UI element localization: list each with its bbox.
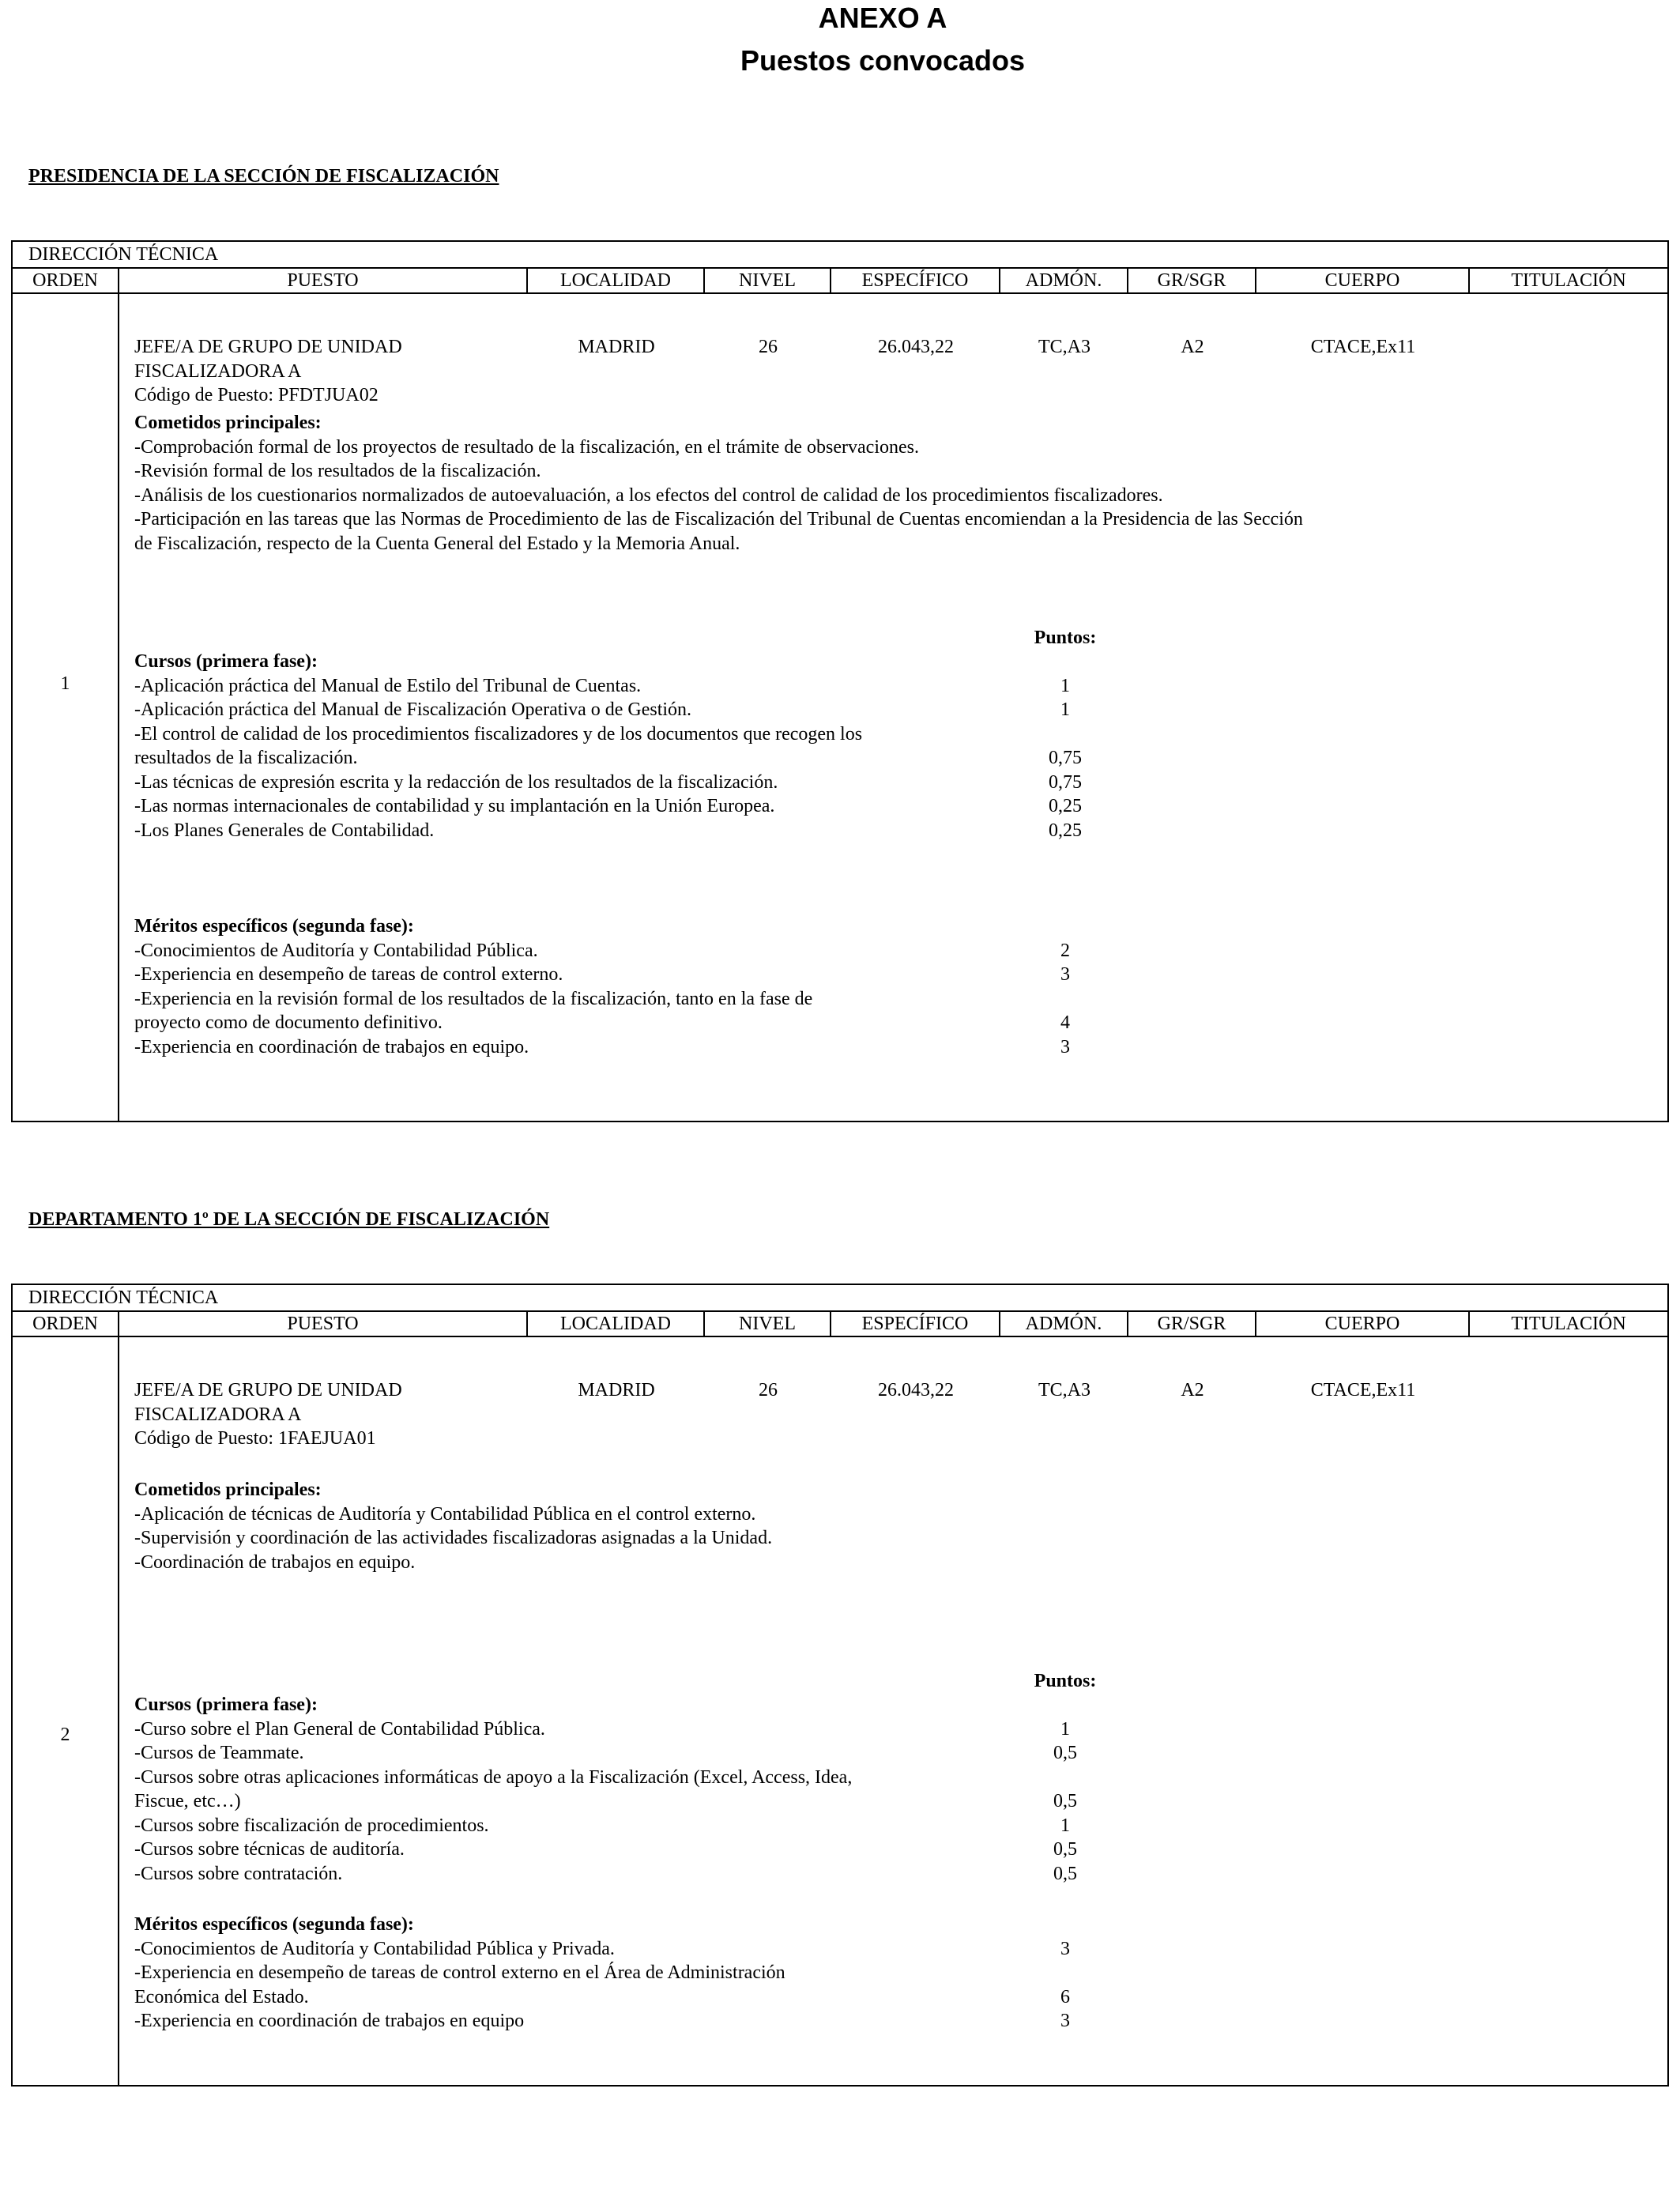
curso-points: 0,25 <box>1049 796 1082 816</box>
puesto-line1: JEFE/A DE GRUPO DE UNIDAD <box>134 1380 402 1400</box>
column-divider <box>118 294 119 1121</box>
codigo-puesto: Código de Puesto: 1FAEJUA01 <box>134 1428 376 1449</box>
curso-item: -Cursos sobre fiscalización de procedimientos. <box>134 1815 489 1836</box>
puesto-line2: FISCALIZADORA A <box>134 360 302 382</box>
table-row <box>13 1337 1667 2085</box>
page-title: ANEXO A <box>818 2 947 34</box>
cometidos-title: Cometidos principales: <box>134 1480 322 1500</box>
localidad-value: MADRID <box>578 1380 655 1400</box>
curso-item: -El control de calidad de los procedimientos fiscalizadores y de los documentos que recogen los <box>134 723 863 745</box>
table-header-row <box>13 1312 1667 1337</box>
header-grsgr: GR/SGR <box>1128 1312 1256 1336</box>
cuerpo-value: CTACE,Ex11 <box>1310 337 1416 357</box>
curso-points: 0,5 <box>1053 1743 1077 1763</box>
merito-points: 3 <box>1060 1036 1070 1057</box>
meritos-title: Méritos específicos (segunda fase): <box>134 916 414 937</box>
especifico-value: 26.043,22 <box>878 337 954 357</box>
header-admon: ADMÓN. <box>1000 269 1128 292</box>
grsgr-value: A2 <box>1181 337 1204 357</box>
cometido-item: -Análisis de los cuestionarios normalizados de autoevaluación, a los efectos del control de calidad de los procedimientos fiscalizadores. <box>134 484 1163 506</box>
cometido-item: -Participación en las tareas que las Normas de Procedimiento de las de Fiscalización del Tribunal de Cuentas encomiendan a la Presidencia de las Sección <box>134 509 1303 530</box>
header-puesto: PUESTO <box>119 269 528 292</box>
merito-points: 4 <box>1060 1012 1070 1033</box>
puesto-line1: JEFE/A DE GRUPO DE UNIDAD <box>134 337 402 357</box>
header-grsgr: GR/SGR <box>1128 269 1256 292</box>
curso-item: -Cursos sobre otras aplicaciones informáticas de apoyo a la Fiscalización (Excel, Access, Idea, <box>134 1766 853 1788</box>
header-titulacion: TITULACIÓN <box>1511 270 1626 291</box>
merito-points: 3 <box>1060 2011 1070 2031</box>
position-table <box>11 1284 1669 2087</box>
curso-item: -Cursos de Teammate. <box>134 1743 304 1763</box>
curso-item: Fiscue, etc…) <box>134 1791 241 1811</box>
position-table <box>11 240 1669 1122</box>
header-cuerpo: CUERPO <box>1256 1312 1470 1336</box>
meritos-title: Méritos específicos (segunda fase): <box>134 1914 414 1935</box>
merito-item: -Experiencia en la revisión formal de los resultados de la fiscalización, tanto en la fase de <box>134 988 813 1009</box>
puesto-line2: FISCALIZADORA A <box>134 1404 302 1425</box>
page-subtitle: Puestos convocados <box>740 44 1026 77</box>
header-especifico: ESPECÍFICO <box>831 1312 1000 1336</box>
section-heading: PRESIDENCIA DE LA SECCIÓN DE FISCALIZACIÓN <box>28 166 499 187</box>
cometido-item: -Comprobación formal de los proyectos de resultado de la fiscalización, en el trámite de observaciones. <box>134 436 919 458</box>
merito-item: -Conocimientos de Auditoría y Contabilidad Pública y Privada. <box>134 1938 615 1959</box>
merito-points: 6 <box>1060 1986 1070 2007</box>
merito-points: 2 <box>1060 940 1070 961</box>
merito-item: -Experiencia en coordinación de trabajos en equipo. <box>134 1036 529 1057</box>
header-cuerpo: CUERPO <box>1256 269 1470 292</box>
orden-value: 2 <box>60 1725 70 1745</box>
column-divider <box>118 1337 119 2085</box>
cursos-title: Cursos (primera fase): <box>134 651 318 672</box>
merito-item: -Experiencia en coordinación de trabajos en equipo <box>134 2011 525 2031</box>
header-especifico: ESPECÍFICO <box>831 269 1000 292</box>
merito-item: Económica del Estado. <box>134 1986 309 2007</box>
curso-points: 1 <box>1060 1815 1070 1836</box>
header-admon: ADMÓN. <box>1000 1312 1128 1336</box>
curso-points: 0,25 <box>1049 820 1082 841</box>
header-localidad: LOCALIDAD <box>528 269 705 292</box>
header-puesto: PUESTO <box>119 1312 528 1336</box>
grsgr-value: A2 <box>1181 1380 1204 1400</box>
nivel-value: 26 <box>759 1380 778 1400</box>
nivel-value: 26 <box>759 337 778 357</box>
merito-points: 3 <box>1060 1938 1070 1959</box>
direccion-label: DIRECCIÓN TÉCNICA <box>13 1285 1667 1312</box>
admon-value: TC,A3 <box>1038 337 1090 357</box>
especifico-value: 26.043,22 <box>878 1380 954 1400</box>
curso-points: 1 <box>1060 675 1070 696</box>
curso-points: 0,5 <box>1053 1839 1077 1860</box>
curso-item: -Las normas internacionales de contabilidad y su implantación en la Unión Europea. <box>134 796 775 816</box>
merito-item: proyecto como de documento definitivo. <box>134 1012 443 1033</box>
table-header-row <box>13 269 1667 294</box>
codigo-puesto: Código de Puesto: PFDTJUA02 <box>134 385 379 405</box>
header-nivel: NIVEL <box>705 269 831 292</box>
direccion-label: DIRECCIÓN TÉCNICA <box>13 242 1667 269</box>
table-row <box>13 294 1667 1121</box>
header-orden: ORDEN <box>13 1312 119 1336</box>
curso-item: -Cursos sobre técnicas de auditoría. <box>134 1839 405 1860</box>
orden-value: 1 <box>60 673 70 694</box>
curso-points: 1 <box>1060 699 1070 720</box>
merito-item: -Conocimientos de Auditoría y Contabilidad Pública. <box>134 940 538 961</box>
header-localidad: LOCALIDAD <box>528 1312 705 1336</box>
cometido-item: -Supervisión y coordinación de las actividades fiscalizadoras asignadas a la Unidad. <box>134 1528 773 1548</box>
curso-points: 0,5 <box>1053 1791 1077 1811</box>
curso-item: -Cursos sobre contratación. <box>134 1863 343 1884</box>
curso-item: -Aplicación práctica del Manual de Estilo del Tribunal de Cuentas. <box>134 675 642 696</box>
cometido-item: -Revisión formal de los resultados de la fiscalización. <box>134 461 541 481</box>
merito-item: -Experiencia en desempeño de tareas de control externo en el Área de Administración <box>134 1962 785 1983</box>
section-heading: DEPARTAMENTO 1º DE LA SECCIÓN DE FISCALIZACIÓN <box>28 1209 550 1230</box>
curso-points: 1 <box>1060 1718 1070 1740</box>
cometidos-title: Cometidos principales: <box>134 413 322 433</box>
cuerpo-value: CTACE,Ex11 <box>1310 1380 1416 1400</box>
curso-item: -Curso sobre el Plan General de Contabilidad Pública. <box>134 1718 545 1740</box>
curso-points: 0,75 <box>1049 748 1082 768</box>
curso-item: resultados de la fiscalización. <box>134 748 358 768</box>
puntos-label: Puntos: <box>1034 628 1097 648</box>
curso-item: -Los Planes Generales de Contabilidad. <box>134 820 435 841</box>
header-titulacion: TITULACIÓN <box>1511 1314 1626 1334</box>
merito-points: 3 <box>1060 964 1070 985</box>
header-orden: ORDEN <box>13 269 119 292</box>
header-nivel: NIVEL <box>705 1312 831 1336</box>
curso-points: 0,75 <box>1049 771 1082 793</box>
cometido-item: de Fiscalización, respecto de la Cuenta General del Estado y la Memoria Anual. <box>134 533 740 554</box>
puntos-label: Puntos: <box>1034 1671 1097 1691</box>
curso-points: 0,5 <box>1053 1863 1077 1884</box>
admon-value: TC,A3 <box>1038 1380 1090 1400</box>
curso-item: -Las técnicas de expresión escrita y la redacción de los resultados de la fiscalización. <box>134 771 778 793</box>
cursos-title: Cursos (primera fase): <box>134 1695 318 1715</box>
curso-item: -Aplicación práctica del Manual de Fiscalización Operativa o de Gestión. <box>134 699 692 720</box>
merito-item: -Experiencia en desempeño de tareas de control externo. <box>134 964 563 985</box>
cometido-item: -Coordinación de trabajos en equipo. <box>134 1551 416 1573</box>
localidad-value: MADRID <box>578 337 655 357</box>
cometido-item: -Aplicación de técnicas de Auditoría y Contabilidad Pública en el control externo. <box>134 1503 756 1525</box>
